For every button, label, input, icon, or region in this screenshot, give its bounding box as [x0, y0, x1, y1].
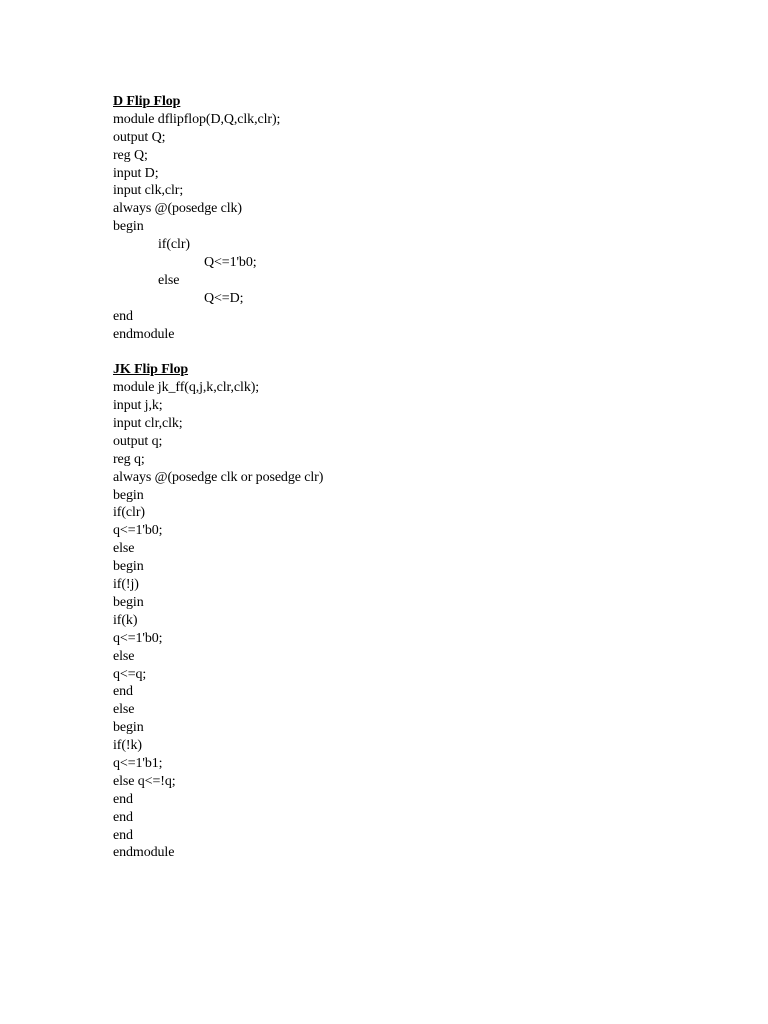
- code-line: q<=1'b0;: [113, 630, 163, 646]
- code-line: if(!k): [113, 738, 142, 754]
- code-line: end: [113, 809, 133, 825]
- code-line: else: [113, 702, 135, 718]
- section-heading: JK Flip Flop: [113, 362, 189, 378]
- code-line: else: [113, 541, 135, 557]
- code-line: output Q;: [113, 129, 166, 145]
- code-line: module dflipflop(D,Q,clk,clr);: [113, 111, 281, 127]
- code-line: input clk,clr;: [113, 183, 184, 199]
- code-line: endmodule: [113, 845, 175, 861]
- code-line: input clr,clk;: [113, 416, 183, 432]
- code-line: q<=q;: [113, 666, 147, 682]
- code-line: begin: [113, 594, 144, 610]
- code-line: input j,k;: [113, 398, 163, 414]
- code-line: else: [113, 648, 135, 664]
- code-line: q<=1'b0;: [113, 523, 163, 539]
- code-line: begin: [113, 559, 144, 575]
- code-line: begin: [113, 720, 144, 736]
- code-line: begin: [113, 487, 144, 503]
- code-line: always @(posedge clk): [113, 201, 242, 217]
- code-line: if(clr): [113, 505, 145, 521]
- code-line: if(k): [113, 612, 138, 628]
- code-line: end: [113, 308, 133, 324]
- document-content: [113, 93, 713, 862]
- code-line: reg Q;: [113, 147, 148, 163]
- code-line: output q;: [113, 433, 163, 449]
- code-line: else: [158, 272, 180, 288]
- code-line: endmodule: [113, 326, 175, 342]
- code-line: reg q;: [113, 451, 145, 467]
- code-line: module jk_ff(q,j,k,clr,clk);: [113, 380, 260, 396]
- code-line: q<=1'b1;: [113, 755, 163, 771]
- section-spacer: [113, 343, 713, 361]
- code-line: if(clr): [158, 237, 190, 253]
- code-line: begin: [113, 219, 144, 235]
- section-heading: D Flip Flop: [113, 94, 181, 109]
- code-line: Q<=D;: [204, 290, 244, 306]
- section-jk-flip-flop: [113, 361, 713, 862]
- code-line: end: [113, 684, 133, 700]
- code-line: always @(posedge clk or posedge clr): [113, 469, 324, 485]
- code-line: if(!j): [113, 577, 139, 593]
- code-line: end: [113, 827, 133, 843]
- code-line: else q<=!q;: [113, 773, 176, 789]
- code-line: end: [113, 791, 133, 807]
- code-line: input D;: [113, 165, 159, 181]
- section-d-flip-flop: [113, 93, 713, 343]
- code-line: Q<=1'b0;: [204, 255, 257, 271]
